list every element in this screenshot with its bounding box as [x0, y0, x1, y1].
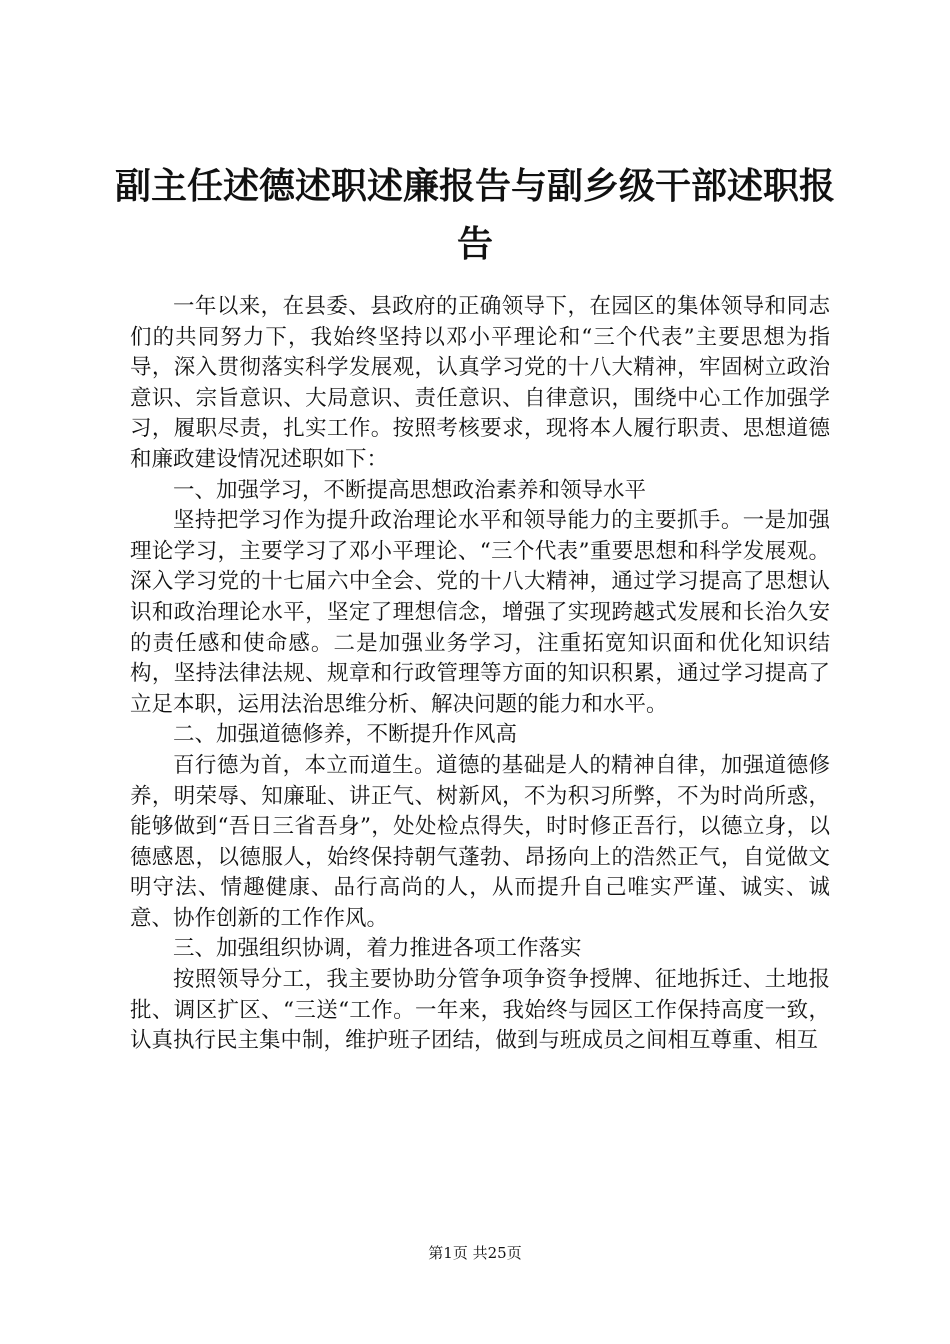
- section-paragraph-2: 百行德为首，本立而道生。道德的基础是人的精神自律，加强道德修养，明荣辱、知廉耻、讲正气、树新风，不为积习所弊，不为时尚所惑，能够做到“吾日三省吾身”，处处检点得失，时时修正吾行，以德立身，以德感恩，以德服人，始终保持朝气蓬勃、昂扬向上的浩然正气，自觉做文明守法、情趣健康、品行高尚的人，从而提升自己唯实严谨、诚实、诚意、协作创新的工作作风。: [130, 752, 830, 931]
- section-heading-1: 一、加强学习，不断提高思想政治素养和领导水平: [173, 477, 647, 503]
- section-paragraph-3: 按照领导分工，我主要协助分管争项争资争授牌、征地拆迁、土地报批、调区扩区、“三送“工作。一年来，我始终与园区工作保持高度一致，认真执行民主集中制，维护班子团结，做到与班成员之间相互尊重、相互: [130, 967, 830, 1054]
- document-title: 副主任述德述职述廉报告与副乡级干部述职报告: [114, 166, 835, 265]
- page-number-footer: 第1页 共25页: [428, 1244, 522, 1262]
- section-heading-2: 二、加强道德修养，不断提升作风高: [173, 722, 518, 748]
- section-heading-3: 三、加强组织协调，着力推进各项工作落实: [173, 936, 582, 962]
- document-body: [130, 292, 830, 1057]
- intro-paragraph: 一年以来，在县委、县政府的正确领导下，在园区的集体领导和同志们的共同努力下，我始终坚持以邓小平理论和“三个代表”主要思想为指导，深入贯彻落实科学发展观，认真学习党的十八大精神，牢固树立政治意识、宗旨意识、大局意识、责任意识、自律意识，围绕中心工作加强学习，履职尽责，扎实工作。按照考核要求，现将本人履行职责、思想道德和廉政建设情况述职如下：: [130, 294, 830, 472]
- section-paragraph-1: 坚持把学习作为提升政治理论水平和领导能力的主要抓手。一是加强理论学习，主要学习了邓小平理论、“三个代表”重要思想和科学发展观。深入学习党的十七届六中全会、党的十八大精神，通过学习提高了思想认识和政治理论水平，坚定了理想信念，增强了实现跨越式发展和长治久安的责任感和使命感。二是加强业务学习，注重拓宽知识面和优化知识结构，坚持法律法规、规章和行政管理等方面的知识积累，通过学习提高了立足本职，运用法治思维分析、解决问题的能力和水平。: [130, 508, 830, 717]
